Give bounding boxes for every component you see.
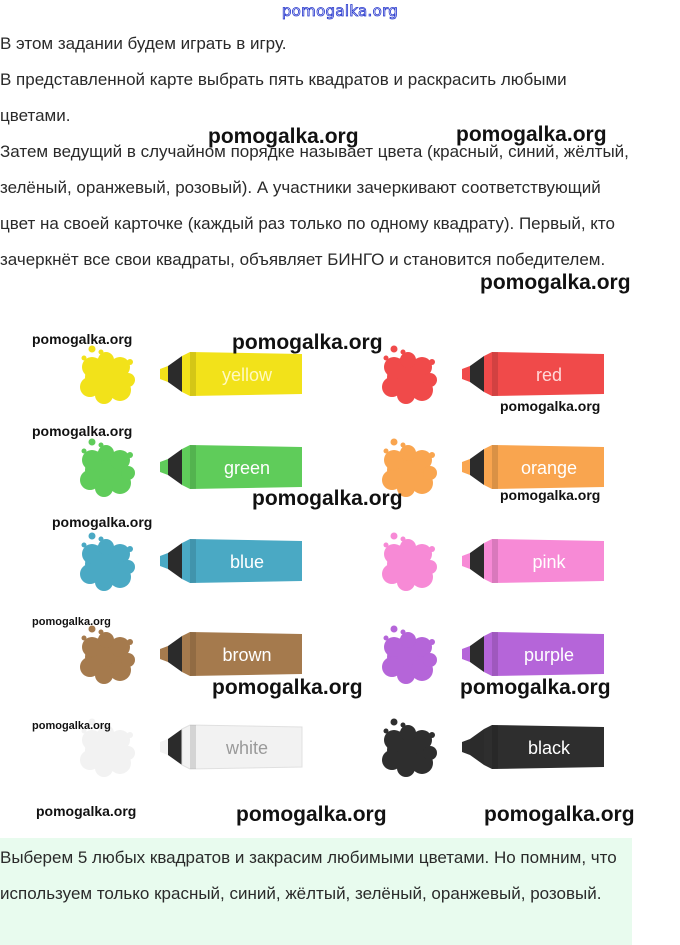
marker-label: brown [222, 645, 272, 665]
paint-splat-icon [382, 533, 437, 592]
watermark: pomogalka.org [460, 676, 611, 699]
watermark: pomogalka.org [484, 803, 635, 826]
watermark: pomogalka.org [36, 803, 137, 819]
watermark: pomogalka.org [32, 331, 133, 347]
paragraph-rules: Затем ведущий в случайном порядке называет цвета (красный, синий, жёлтый, зелёный, оранжевый, розовый). А участники зачеркивают соответствующий цвет на своей карточке (каждый раз только по одному квадрату). Первый, кто зачеркнёт все свои квадраты, объявляет БИНГО и становится победителем. [0, 142, 629, 269]
bottom-paragraph: Выберем 5 любых квадратов и закрасим любимыми цветами. Но помним, что используем только красный, синий, жёлтый, зелёный, оранжевый, розовый. [0, 848, 617, 903]
watermark: pomogalka.org [212, 676, 363, 699]
paint-splat-icon [80, 533, 135, 592]
paint-splat-icon [80, 346, 135, 405]
paint-splat-icon [382, 346, 437, 405]
paragraph-task: В представленной карте выбрать пять квадратов и раскрасить любыми цветами. [0, 70, 567, 125]
pink-marker [372, 527, 612, 597]
marker-label: orange [520, 458, 578, 478]
watermark: pomogalka.org [232, 331, 383, 354]
paint-splat-icon [80, 439, 135, 498]
marker-label: black [527, 738, 571, 758]
paint-splat-icon [80, 626, 135, 685]
watermark: pomogalka.org [456, 123, 607, 146]
watermark: pomogalka.org [236, 803, 387, 826]
marker-label: blue [229, 552, 265, 572]
marker-label: pink [532, 552, 566, 572]
watermark: pomogalka.org [252, 487, 403, 510]
highlighter-icon [462, 352, 604, 396]
watermark: pomogalka.org [500, 487, 601, 503]
marker-label: purple [523, 645, 575, 665]
watermark: pomogalka.org [52, 514, 153, 530]
paint-splat-icon [382, 626, 437, 685]
marker-label: red [535, 365, 563, 385]
marker-label: green [223, 458, 271, 478]
marker-label: yellow [221, 365, 273, 385]
watermark: pomogalka.org [500, 398, 601, 414]
blue-marker [70, 527, 310, 597]
paint-splat-icon [382, 719, 437, 778]
black-marker [372, 713, 612, 783]
watermark: pomogalka.org [208, 125, 359, 148]
marker-label: white [225, 738, 269, 758]
watermark: pomogalka.org [32, 720, 111, 732]
paragraph-intro: В этом задании будем играть в игру. [0, 34, 287, 53]
watermark: pomogalka.org [32, 423, 133, 439]
watermark: pomogalka.org [480, 271, 631, 294]
top-watermark: pomogalka.org [281, 2, 399, 20]
watermark: pomogalka.org [32, 616, 111, 628]
